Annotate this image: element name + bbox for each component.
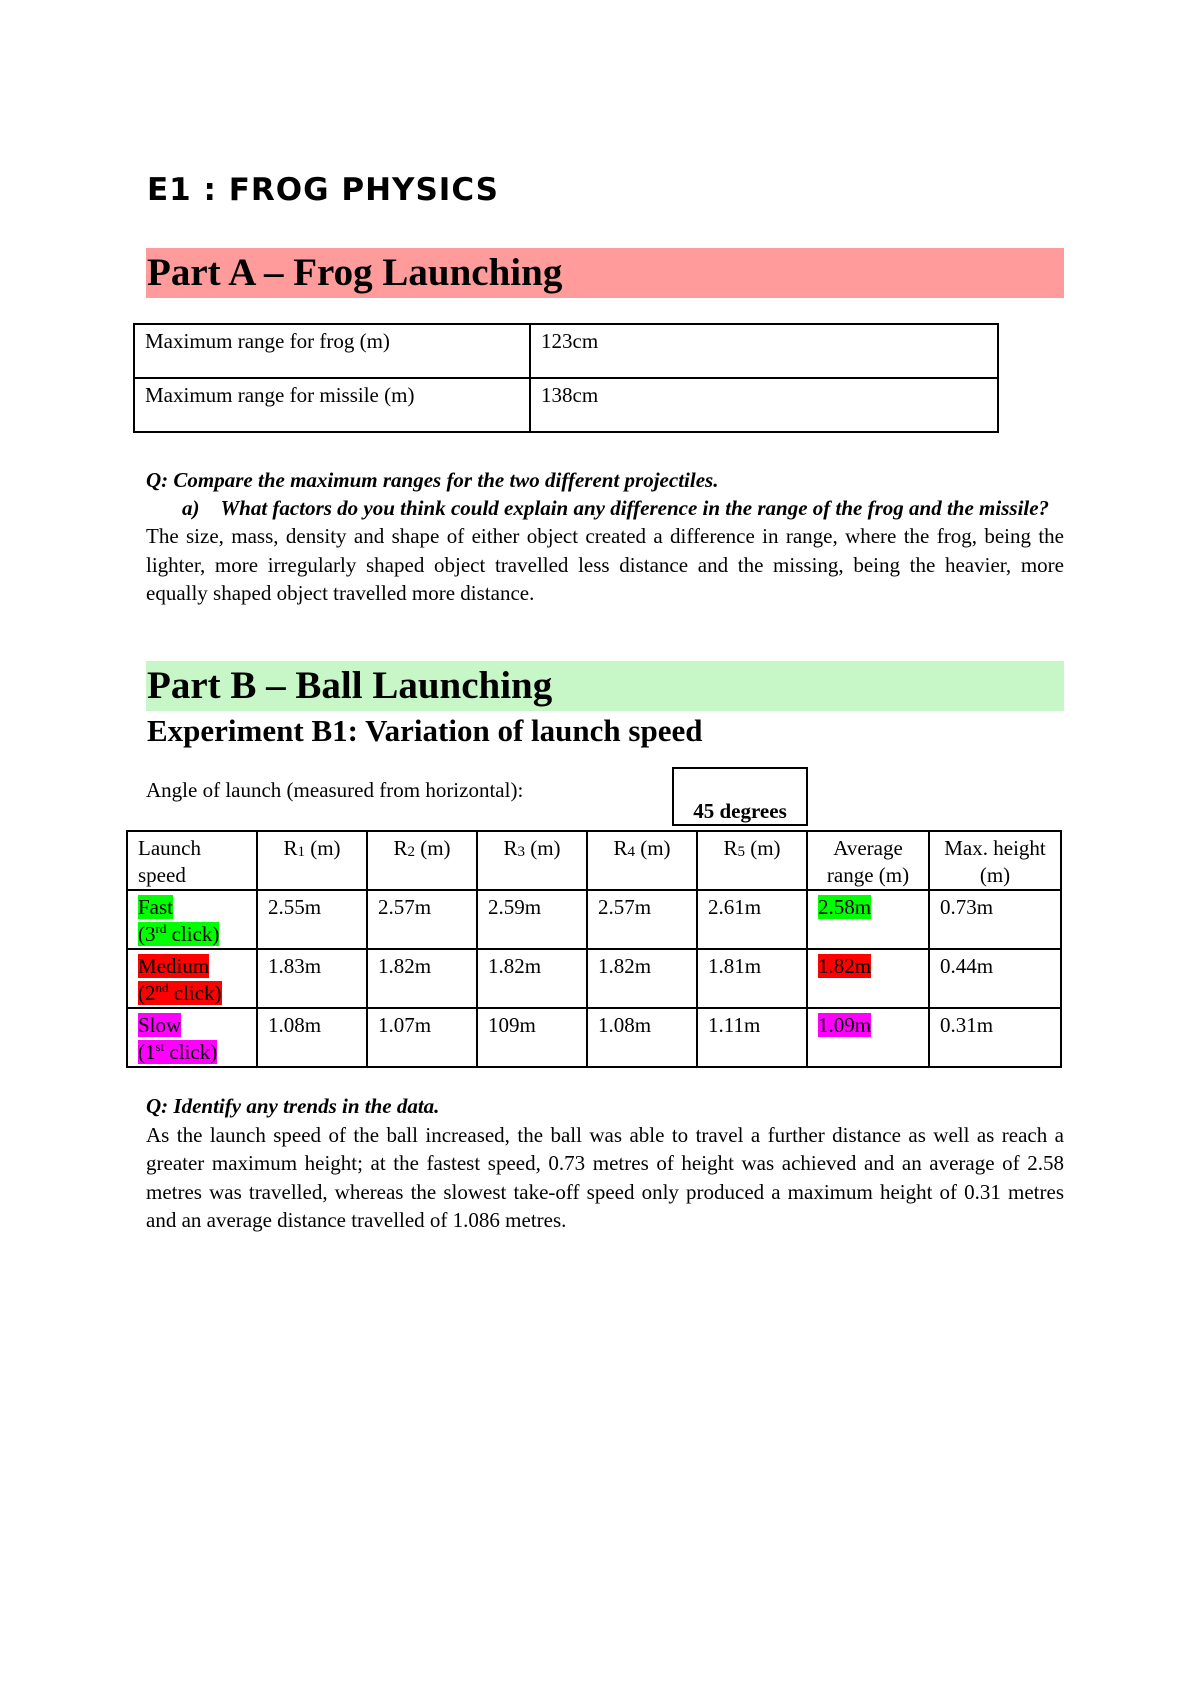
- click-open: (3: [138, 922, 156, 946]
- part-a-heading: Part A – Frog Launching: [146, 248, 1064, 298]
- part-a-question-block: [146, 467, 1064, 608]
- header-max-height: Max. height (m): [929, 831, 1061, 890]
- max-height-cell: 0.44m: [929, 949, 1061, 1008]
- header-average-range: Average range (m): [807, 831, 929, 890]
- average-range-cell: [807, 890, 929, 949]
- launch-speed-cell: [127, 1008, 257, 1067]
- table-row: [127, 1008, 1061, 1067]
- r-subscript: 2: [407, 844, 415, 860]
- click-open: (2: [138, 981, 156, 1005]
- r-letter: R: [723, 836, 738, 860]
- part-a-answer: The size, mass, density and shape of either object created a difference in range, where the frog, being the lighter, more irregularly shaped object travelled less distance and the missing, being the heavier, more equally shaped object travelled more distance.: [146, 524, 1064, 605]
- range-cell-r3: 109m: [477, 1008, 587, 1067]
- range-cell-r5: 2.61m: [697, 890, 807, 949]
- range-cell-r4: 1.82m: [587, 949, 697, 1008]
- average-range-cell: [807, 949, 929, 1008]
- r-unit: (m): [310, 836, 341, 860]
- range-cell-r4: 1.08m: [587, 1008, 697, 1067]
- part-b-question: Q: Identify any trends in the data.: [146, 1094, 440, 1118]
- part-b-question-block: [146, 1093, 1064, 1235]
- header-r5: [697, 831, 807, 890]
- experiment-title: Experiment B1: Variation of launch speed: [147, 713, 703, 748]
- range-cell-r5: 1.81m: [697, 949, 807, 1008]
- header-launch-speed: Launch speed: [127, 831, 257, 890]
- r-unit: (m): [420, 836, 451, 860]
- r-letter: R: [613, 836, 628, 860]
- range-cell-r3: 1.82m: [477, 949, 587, 1008]
- r-subscript: 1: [297, 844, 305, 860]
- part-a-table: [133, 323, 999, 433]
- average-range-value: 2.58m: [818, 895, 872, 919]
- range-cell-r5: 1.11m: [697, 1008, 807, 1067]
- click-open: (1: [138, 1040, 156, 1064]
- speed-highlight: [138, 1013, 181, 1037]
- table-row: [127, 949, 1061, 1008]
- table-row: [127, 890, 1061, 949]
- launch-speed-cell: [127, 890, 257, 949]
- click-ordinal: st: [155, 1039, 165, 1054]
- range-cell-r2: 1.07m: [367, 1008, 477, 1067]
- click-ordinal: nd: [155, 980, 169, 995]
- r-unit: (m): [750, 836, 781, 860]
- launch-speed-table: [126, 830, 1062, 1068]
- max-height-cell: 0.73m: [929, 890, 1061, 949]
- header-r3: [477, 831, 587, 890]
- max-height-cell: 0.31m: [929, 1008, 1061, 1067]
- range-cell-r1: 1.83m: [257, 949, 367, 1008]
- speed-label: Medium: [138, 954, 210, 978]
- range-cell-r1: 1.08m: [257, 1008, 367, 1067]
- r-subscript: 3: [517, 844, 525, 860]
- r-letter: R: [393, 836, 408, 860]
- speed-label: Slow: [138, 1013, 182, 1037]
- click-highlight: [138, 922, 219, 946]
- part-a-sub-question: a) What factors do you think could explain any difference in the range of the frog and the missile?: [182, 495, 1050, 520]
- speed-label: Fast: [138, 895, 174, 919]
- click-ordinal: rd: [155, 921, 167, 936]
- document-title: E1 : FROG PHYSICS: [147, 172, 499, 208]
- r-unit: (m): [640, 836, 671, 860]
- launch-speed-cell: [127, 949, 257, 1008]
- r-subscript: 4: [627, 844, 635, 860]
- missile-range-value: 138cm: [530, 378, 998, 432]
- frog-range-value: 123cm: [530, 324, 998, 378]
- table-header-row: [127, 831, 1061, 890]
- speed-highlight: [138, 895, 173, 919]
- average-range-value: 1.09m: [818, 1013, 872, 1037]
- click-close: click): [168, 981, 222, 1005]
- click-close: click): [164, 1040, 218, 1064]
- table-row: [134, 324, 998, 378]
- r-subscript: 5: [737, 844, 745, 860]
- average-range-cell: [807, 1008, 929, 1067]
- average-range-value: 1.82m: [818, 954, 872, 978]
- part-b-heading: Part B – Ball Launching: [146, 661, 1064, 711]
- r-letter: R: [503, 836, 518, 860]
- click-close: click): [166, 922, 220, 946]
- speed-highlight: [138, 954, 209, 978]
- range-cell-r2: 2.57m: [367, 890, 477, 949]
- part-b-answer: As the launch speed of the ball increased, the ball was able to travel a further distance as well as reach a greater maximum height; at the fastest speed, 0.73 metres of height was achieved and an average of 2.58 metres was travelled, whereas the slowest take-off speed only produced a maximum height of 0.31 metres and an average distance travelled of 1.086 metres.: [146, 1122, 1064, 1232]
- table-row: [134, 378, 998, 432]
- r-unit: (m): [530, 836, 561, 860]
- frog-range-label: Maximum range for frog (m): [134, 324, 530, 378]
- range-cell-r3: 2.59m: [477, 890, 587, 949]
- range-cell-r2: 1.82m: [367, 949, 477, 1008]
- click-highlight: [138, 981, 222, 1005]
- click-highlight: [138, 1040, 217, 1064]
- header-r4: [587, 831, 697, 890]
- range-cell-r4: 2.57m: [587, 890, 697, 949]
- angle-label: Angle of launch (measured from horizontal):: [146, 778, 524, 802]
- missile-range-label: Maximum range for missile (m): [134, 378, 530, 432]
- angle-value: 45 degrees: [672, 767, 808, 826]
- header-r2: [367, 831, 477, 890]
- range-cell-r1: 2.55m: [257, 890, 367, 949]
- part-a-question: Q: Compare the maximum ranges for the two different projectiles.: [146, 468, 719, 492]
- header-r1: [257, 831, 367, 890]
- r-letter: R: [283, 836, 298, 860]
